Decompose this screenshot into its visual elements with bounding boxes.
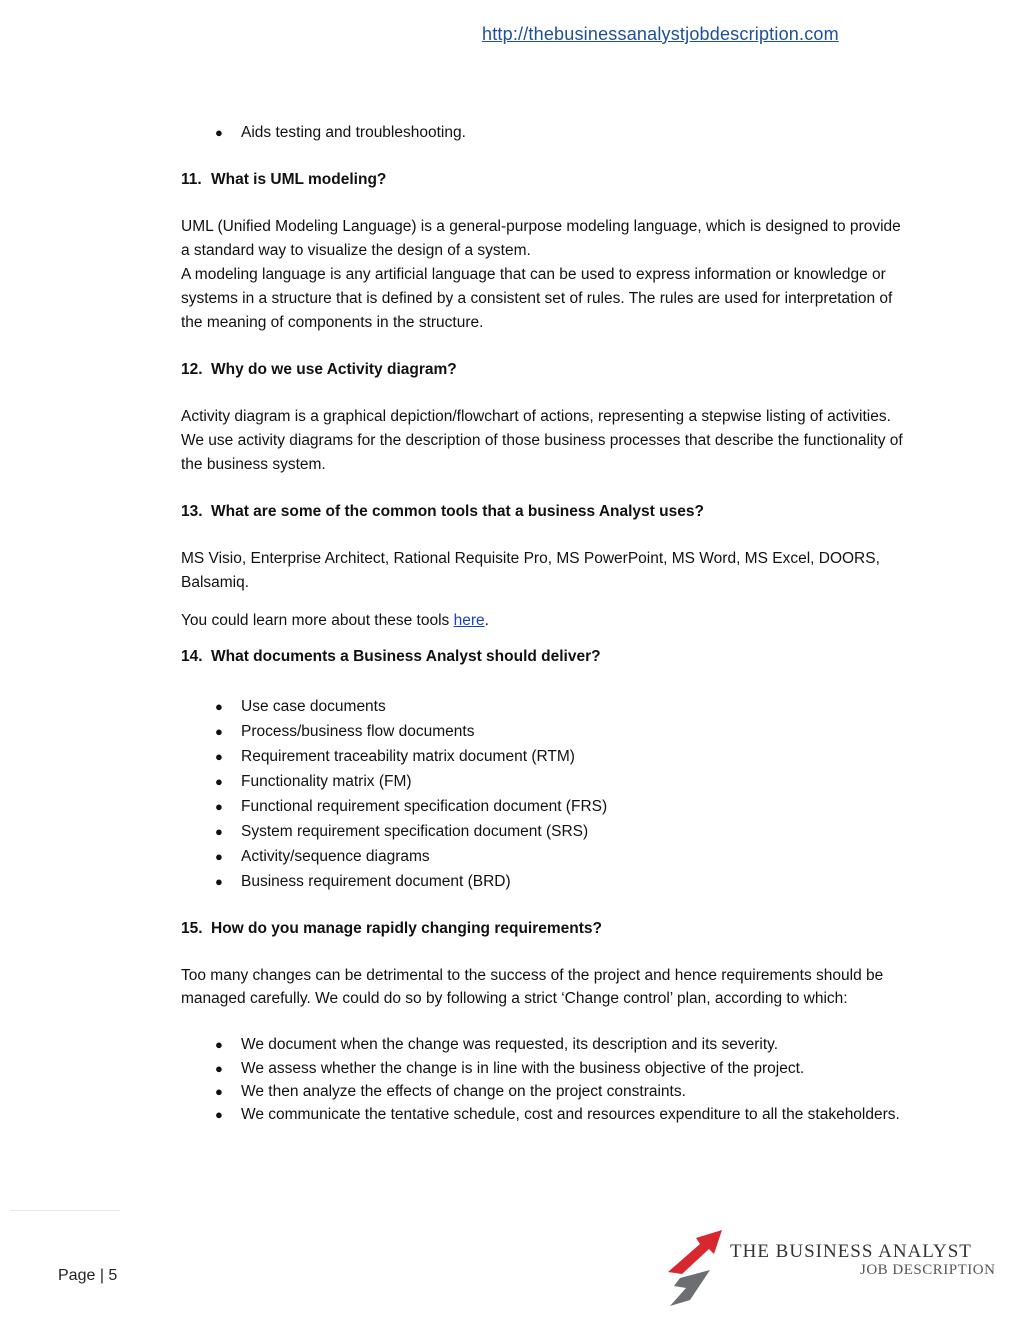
bullet-icon: ●: [215, 1037, 223, 1052]
question-13-learn-more: You could learn more about these tools here.: [181, 612, 489, 629]
list-item: ● We document when the change was requested, its description and its severity.: [181, 1033, 911, 1057]
header-url-link[interactable]: http://thebusinessanalystjobdescription.com: [482, 24, 839, 44]
question-14-heading: 14. What documents a Business Analyst should deliver?: [181, 648, 601, 665]
bullet-icon: ●: [215, 774, 223, 789]
logo-arrow-icon: [660, 1222, 730, 1312]
list-item: ● Requirement traceability matrix document (RTM): [181, 744, 911, 769]
bullet-icon: ●: [215, 874, 223, 889]
footer-divider: [10, 1210, 120, 1211]
question-13-heading: 13. What are some of the common tools that a business Analyst uses?: [181, 503, 704, 520]
question-14-deliverables-list: [181, 694, 911, 894]
list-item: ● Aids testing and troubleshooting.: [181, 120, 911, 145]
here-link[interactable]: here: [453, 612, 485, 629]
company-logo: [660, 1222, 1020, 1312]
list-item: ● We assess whether the change is in line with the business objective of the project.: [181, 1057, 911, 1081]
question-12-paragraph: Activity diagram is a graphical depiction/flowchart of actions, representing a stepwise listing of activities. We use activity diagrams for the description of those business processes that describe the functionality of the business system.: [181, 408, 903, 473]
list-item: ● Process/business flow documents: [181, 719, 911, 744]
question-11-paragraph-1: UML (Unified Modeling Language) is a general-purpose modeling language, which is designed to provide a standard way to visualize the design of a system.: [181, 218, 901, 259]
question-12-heading: 12. Why do we use Activity diagram?: [181, 361, 457, 378]
question-11-heading: 11. What is UML modeling?: [181, 171, 387, 188]
bullet-icon: ●: [215, 724, 223, 739]
top-bullet-list: [181, 120, 911, 145]
list-item: ● Functional requirement specification document (FRS): [181, 794, 911, 819]
question-11-paragraph-2: A modeling language is any artificial language that can be used to express information or knowledge or systems in a structure that is defined by a consistent set of rules. The rules are used for interpretation of the meaning of components in the structure.: [181, 266, 893, 331]
question-15-heading: 15. How do you manage rapidly changing requirements?: [181, 920, 603, 937]
list-item: ● We then analyze the effects of change on the project constraints.: [181, 1080, 911, 1104]
logo-title: THE BUSINESS ANALYST: [730, 1241, 972, 1262]
bullet-icon: ●: [215, 1084, 223, 1099]
bullet-icon: ●: [215, 749, 223, 764]
list-item: ● Business requirement document (BRD): [181, 869, 911, 894]
question-15-paragraph: Too many changes can be detrimental to the success of the project and hence requirements should be managed carefully. We could do so by following a strict ‘Change control’ plan, according to which:: [181, 967, 884, 1007]
bullet-icon: ●: [215, 699, 223, 714]
list-item: ● System requirement specification document (SRS): [181, 819, 911, 844]
bullet-icon: ●: [215, 824, 223, 839]
document-body: [181, 120, 911, 1126]
bullet-icon: ●: [215, 125, 223, 140]
question-13-paragraph: MS Visio, Enterprise Architect, Rational Requisite Pro, MS PowerPoint, MS Word, MS Excel, DOORS, Balsamiq.: [181, 550, 880, 591]
bullet-icon: ●: [215, 1060, 223, 1076]
bullet-icon: ●: [215, 799, 223, 814]
question-15-change-control-list: [181, 1033, 911, 1126]
list-item: ● Use case documents: [181, 694, 911, 719]
list-item: ● Activity/sequence diagrams: [181, 844, 911, 869]
logo-subtitle: JOB DESCRIPTION: [860, 1262, 996, 1278]
list-item: ● Functionality matrix (FM): [181, 769, 911, 794]
page-number: Page | 5: [58, 1267, 118, 1284]
bullet-icon: ●: [215, 1106, 223, 1122]
bullet-icon: ●: [215, 849, 223, 864]
list-item: ● We communicate the tentative schedule, cost and resources expenditure to all the stakeholders.: [181, 1104, 911, 1126]
